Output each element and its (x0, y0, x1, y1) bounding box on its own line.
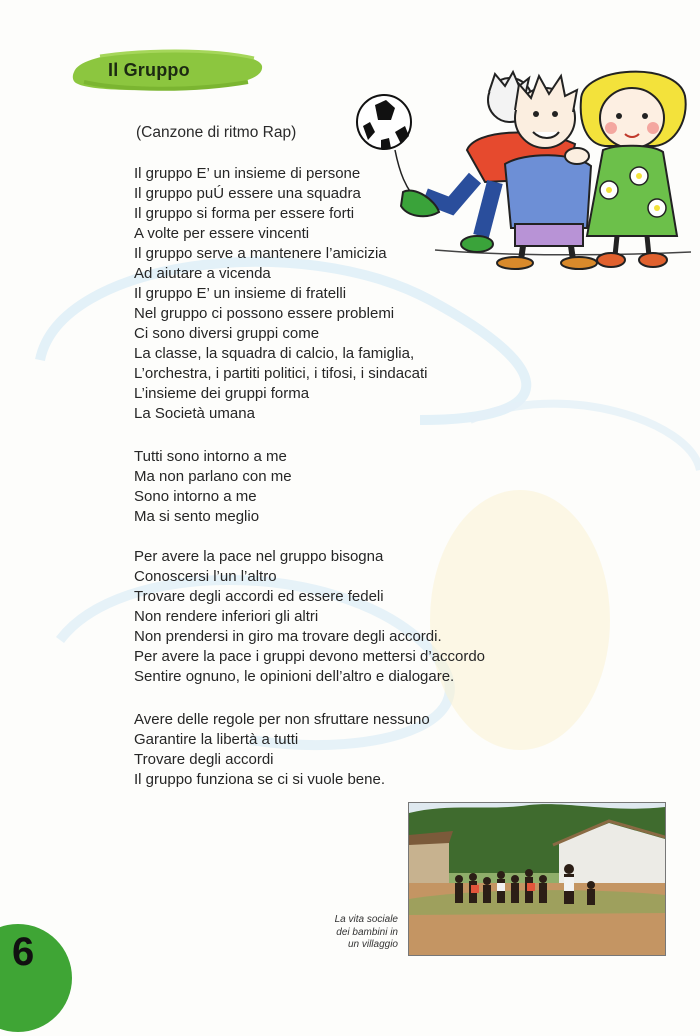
verse-line: Trovare degli accordi (134, 751, 274, 768)
caption-line: dei bambini in (336, 926, 398, 938)
verse-line: Avere delle regole per non sfruttare nessuno (134, 711, 430, 728)
page-number: 6 (12, 930, 35, 974)
verse-line: Il gruppo si forma per essere forti (134, 205, 355, 222)
verse-line: Ad aiutare a vicenda (134, 265, 271, 282)
verse-line: La classe, la squadra di calcio, la famiglia, (134, 345, 415, 362)
stanza-2 (134, 447, 292, 527)
village-scene-image (409, 803, 665, 955)
verse-line: Sentire ognuno, le opinioni dell’altro e dialogare. (134, 668, 455, 685)
soccer-ball-icon (357, 95, 411, 149)
verse-line: Non prendersi in giro ma trovare degli accordi. (134, 628, 442, 645)
caption-line: un villaggio (347, 939, 398, 950)
verse-line: Garantire la libertà a tutti (134, 731, 299, 748)
verse-line: Sono intorno a me (134, 488, 257, 505)
verse-line: Il gruppo serve a mantenere l’amicizia (134, 245, 387, 262)
verse-line: Il gruppo funziona se ci si vuole bene. (134, 771, 385, 788)
verse-line: Ma si sento meglio (134, 508, 260, 525)
verse-line: Ci sono diversi gruppi come (134, 325, 320, 342)
verse-line: Conoscersi l’un l’altro (134, 568, 277, 585)
page-title: Il Gruppo (108, 60, 190, 80)
children-cartoon-illustration (355, 60, 695, 290)
verse-line: Il gruppo E’ un insieme di persone (134, 165, 361, 182)
verse-line: Ma non parlano con me (134, 468, 292, 485)
song-subtitle: (Canzone di ritmo Rap) (136, 124, 297, 141)
verse-line: A volte per essere vincenti (134, 225, 310, 242)
verse-line: L’insieme dei gruppi forma (134, 385, 310, 402)
title-banner (70, 42, 266, 98)
verse-line: Il gruppo E’ un insieme di fratelli (134, 285, 347, 302)
verse-line: Per avere la pace i gruppi devono mettersi d’accordo (134, 648, 486, 665)
photo-caption (300, 914, 398, 952)
caption-line: La vita sociale (334, 914, 398, 925)
stanza-4 (134, 710, 430, 790)
village-photo (408, 802, 666, 956)
verse-line: Per avere la pace nel gruppo bisogna (134, 548, 384, 565)
verse-line: Il gruppo puÚ essere una squadra (134, 185, 361, 202)
verse-line: La Società umana (134, 405, 255, 422)
verse-line: Nel gruppo ci possono essere problemi (134, 305, 395, 322)
verse-line: Non rendere inferiori gli altri (134, 608, 319, 625)
stanza-3 (134, 547, 485, 687)
verse-line: L’orchestra, i partiti politici, i tifosi, i sindacati (134, 365, 428, 382)
verse-line: Trovare degli accordi ed essere fedeli (134, 588, 384, 605)
verse-line: Tutti sono intorno a me (134, 448, 287, 465)
